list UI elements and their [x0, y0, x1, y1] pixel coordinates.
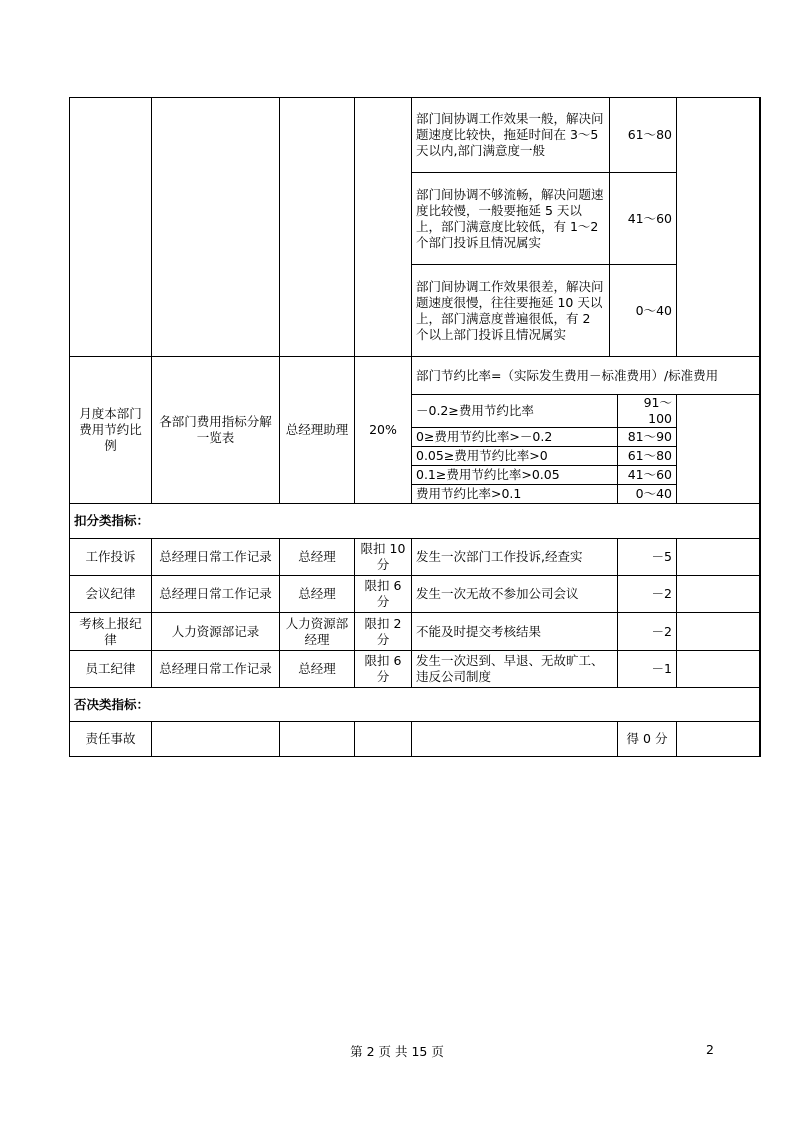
remark-cell: [677, 651, 760, 688]
remark-cell: [677, 395, 760, 504]
owner: 人力资源部经理: [280, 613, 355, 651]
condition: 0.1≥费用节约比率>0.05: [412, 466, 618, 485]
table-row: [70, 357, 760, 395]
score-range: 41～60: [618, 466, 677, 485]
assessment-table: [69, 97, 761, 757]
indicator-name: 工作投诉: [70, 539, 152, 576]
criteria-description: 部门间协调不够流畅，解决问题速度比较慢，一般要拖延 5 天以上，部门满意度比较低，有 1～2 个部门投诉且情况属实: [412, 173, 610, 265]
data-source: [152, 722, 280, 757]
remark-cell: [677, 722, 760, 757]
veto-score: 得 0 分: [618, 722, 677, 757]
weight: 20%: [355, 357, 412, 504]
indicator-name: 会议纪律: [70, 576, 152, 613]
owner: 总经理: [280, 539, 355, 576]
owner: 总经理助理: [280, 357, 355, 504]
deduction-points: －1: [618, 651, 677, 688]
score-range: 41～60: [610, 173, 677, 265]
deduction-limit: [355, 722, 412, 757]
condition: －0.2≥费用节约比率: [412, 395, 618, 428]
criteria-description: 部门间协调工作效果一般，解决问题速度比较快，拖延时间在 3～5 天以内,部门满意度一般: [412, 98, 610, 173]
score-range: 61～80: [618, 447, 677, 466]
owner-cell: [280, 98, 355, 357]
owner: 总经理: [280, 576, 355, 613]
remark-cell: [677, 98, 760, 357]
data-source: 人力资源部记录: [152, 613, 280, 651]
table-row: [70, 651, 760, 688]
deduction-rule: 不能及时提交考核结果: [412, 613, 618, 651]
deduction-limit: 限扣 10 分: [355, 539, 412, 576]
page-number: 2: [706, 1042, 714, 1057]
owner: 总经理: [280, 651, 355, 688]
deduction-rule: 发生一次迟到、早退、无故旷工、违反公司制度: [412, 651, 618, 688]
section-heading-row: [70, 688, 760, 722]
deduction-points: －2: [618, 613, 677, 651]
condition: 0≥费用节约比率>－0.2: [412, 428, 618, 447]
veto-heading: 否决类指标：: [70, 688, 760, 722]
deduction-points: －2: [618, 576, 677, 613]
indicator-name: 员工纪律: [70, 651, 152, 688]
formula: 部门节约比率=（实际发生费用－标准费用）/标准费用: [412, 357, 760, 395]
indicator-cell: [70, 98, 152, 357]
table-row: [70, 613, 760, 651]
table-row: [70, 98, 760, 173]
score-range: 81～90: [618, 428, 677, 447]
data-source: 总经理日常工作记录: [152, 576, 280, 613]
table-row: [70, 576, 760, 613]
indicator-name: 考核上报纪律: [70, 613, 152, 651]
table-row: [70, 539, 760, 576]
remark-cell: [677, 576, 760, 613]
owner: [280, 722, 355, 757]
data-source: 总经理日常工作记录: [152, 651, 280, 688]
deduction-points: －5: [618, 539, 677, 576]
score-range: 91～100: [618, 395, 677, 428]
deduction-limit: 限扣 6 分: [355, 651, 412, 688]
section-heading-row: [70, 504, 760, 539]
indicator-name: 月度本部门费用节约比例: [70, 357, 152, 504]
table-row: [70, 722, 760, 757]
source-cell: [152, 98, 280, 357]
condition: 费用节约比率>0.1: [412, 485, 618, 504]
deduction-rule: 发生一次无故不参加公司会议: [412, 576, 618, 613]
page-footer: 第 2 页 共 15 页: [350, 1044, 444, 1059]
data-source: 各部门费用指标分解一览表: [152, 357, 280, 504]
score-range: 61～80: [610, 98, 677, 173]
deduction-rule: 发生一次部门工作投诉,经查实: [412, 539, 618, 576]
weight-cell: [355, 98, 412, 357]
score-range: 0～40: [610, 265, 677, 357]
remark-cell: [677, 539, 760, 576]
data-source: 总经理日常工作记录: [152, 539, 280, 576]
deduction-limit: 限扣 2 分: [355, 613, 412, 651]
score-range: 0～40: [618, 485, 677, 504]
deduction-heading: 扣分类指标：: [70, 504, 760, 539]
indicator-name: 责任事故: [70, 722, 152, 757]
criteria-description: 部门间协调工作效果很差，解决问题速度很慢，往往要拖延 10 天以上，部门满意度普遍很低，有 2 个以上部门投诉且情况属实: [412, 265, 610, 357]
condition: 0.05≥费用节约比率>0: [412, 447, 618, 466]
deduction-limit: 限扣 6 分: [355, 576, 412, 613]
deduction-rule: [412, 722, 618, 757]
remark-cell: [677, 613, 760, 651]
